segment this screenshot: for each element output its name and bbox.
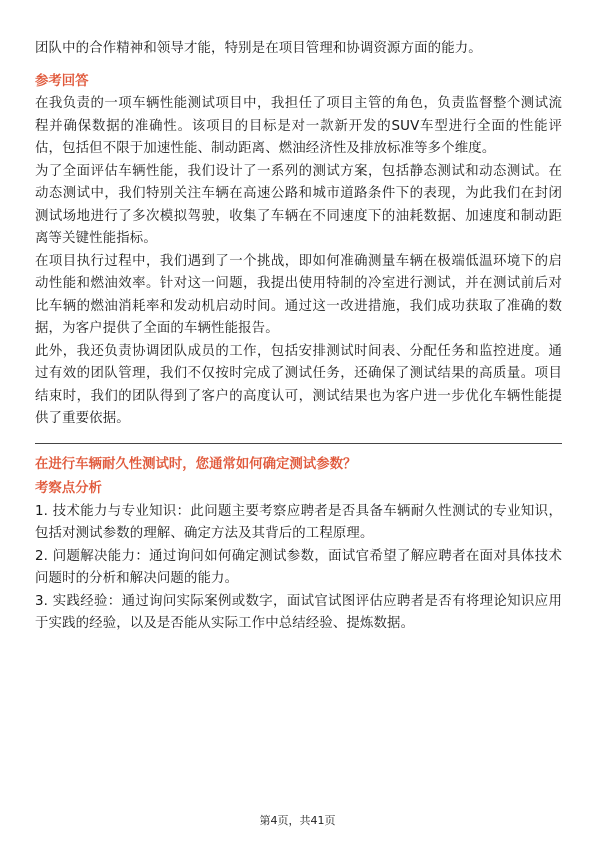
page-content xyxy=(35,38,562,636)
question-heading: 在进行车辆耐久性测试时，您通常如何确定测试参数？ xyxy=(35,456,357,472)
analysis-item: 1. 技术能力与专业知识：此问题主要考察应聘者是否具备车辆耐久性测试的专业知识，包括对测试参数的理解、确定方法及其背后的工程原理。 xyxy=(35,503,562,541)
section-divider xyxy=(35,443,562,444)
answer-paragraph: 此外，我还负责协调团队成员的工作，包括安排测试时间表、分配任务和监控进度。通过有效的团队管理，我们不仅按时完成了测试任务，还确保了测试结果的高质量。项目结束时，我们的团队得到了客户的高度认可，测试结果也为客户进一步优化车辆性能提供了重要依据。 xyxy=(35,343,562,426)
answer-label: 参考回答 xyxy=(35,73,89,89)
answer-paragraph: 在项目执行过程中，我们遇到了一个挑战，即如何准确测量车辆在极端低温环境下的启动性能和燃油效率。针对这一问题，我提出使用特制的冷室进行测试，并在测试前后对比车辆的燃油消耗率和发动机启动时间。通过这一改进措施，我们成功获取了准确的数据，为客户提供了全面的车辆性能报告。 xyxy=(35,253,562,336)
analysis-item: 2. 问题解决能力：通过询问如何确定测试参数，面试官希望了解应聘者在面对具体技术问题时的分析和解决问题的能力。 xyxy=(35,548,562,586)
answer-paragraph: 在我负责的一项车辆性能测试项目中，我担任了项目主管的角色，负责监督整个测试流程并确保数据的准确性。该项目的目标是对一款新开发的SUV车型进行全面的性能评估，包括但不限于加速性能、制动距离、燃油经济性及排放标准等多个维度。 xyxy=(35,96,562,156)
page-number: 第4页，共41页 xyxy=(259,814,336,827)
intro-paragraph-tail: 团队中的合作精神和领导才能，特别是在项目管理和协调资源方面的能力。 xyxy=(35,41,482,56)
analysis-item: 3. 实践经验：通过询问实际案例或数字，面试官试图评估应聘者是否有将理论知识应用于实践的经验，以及是否能从实际工作中总结经验、提炼数据。 xyxy=(35,593,562,631)
analysis-label: 考察点分析 xyxy=(35,481,102,496)
answer-paragraph: 为了全面评估车辆性能，我们设计了一系列的测试方案，包括静态测试和动态测试。在动态测试中，我们特别关注车辆在高速公路和城市道路条件下的表现，为此我们在封闭测试场地进行了多次模拟驾驶，收集了车辆在不同速度下的油耗数据、加速度和制动距离等关键性能指标。 xyxy=(35,163,562,246)
